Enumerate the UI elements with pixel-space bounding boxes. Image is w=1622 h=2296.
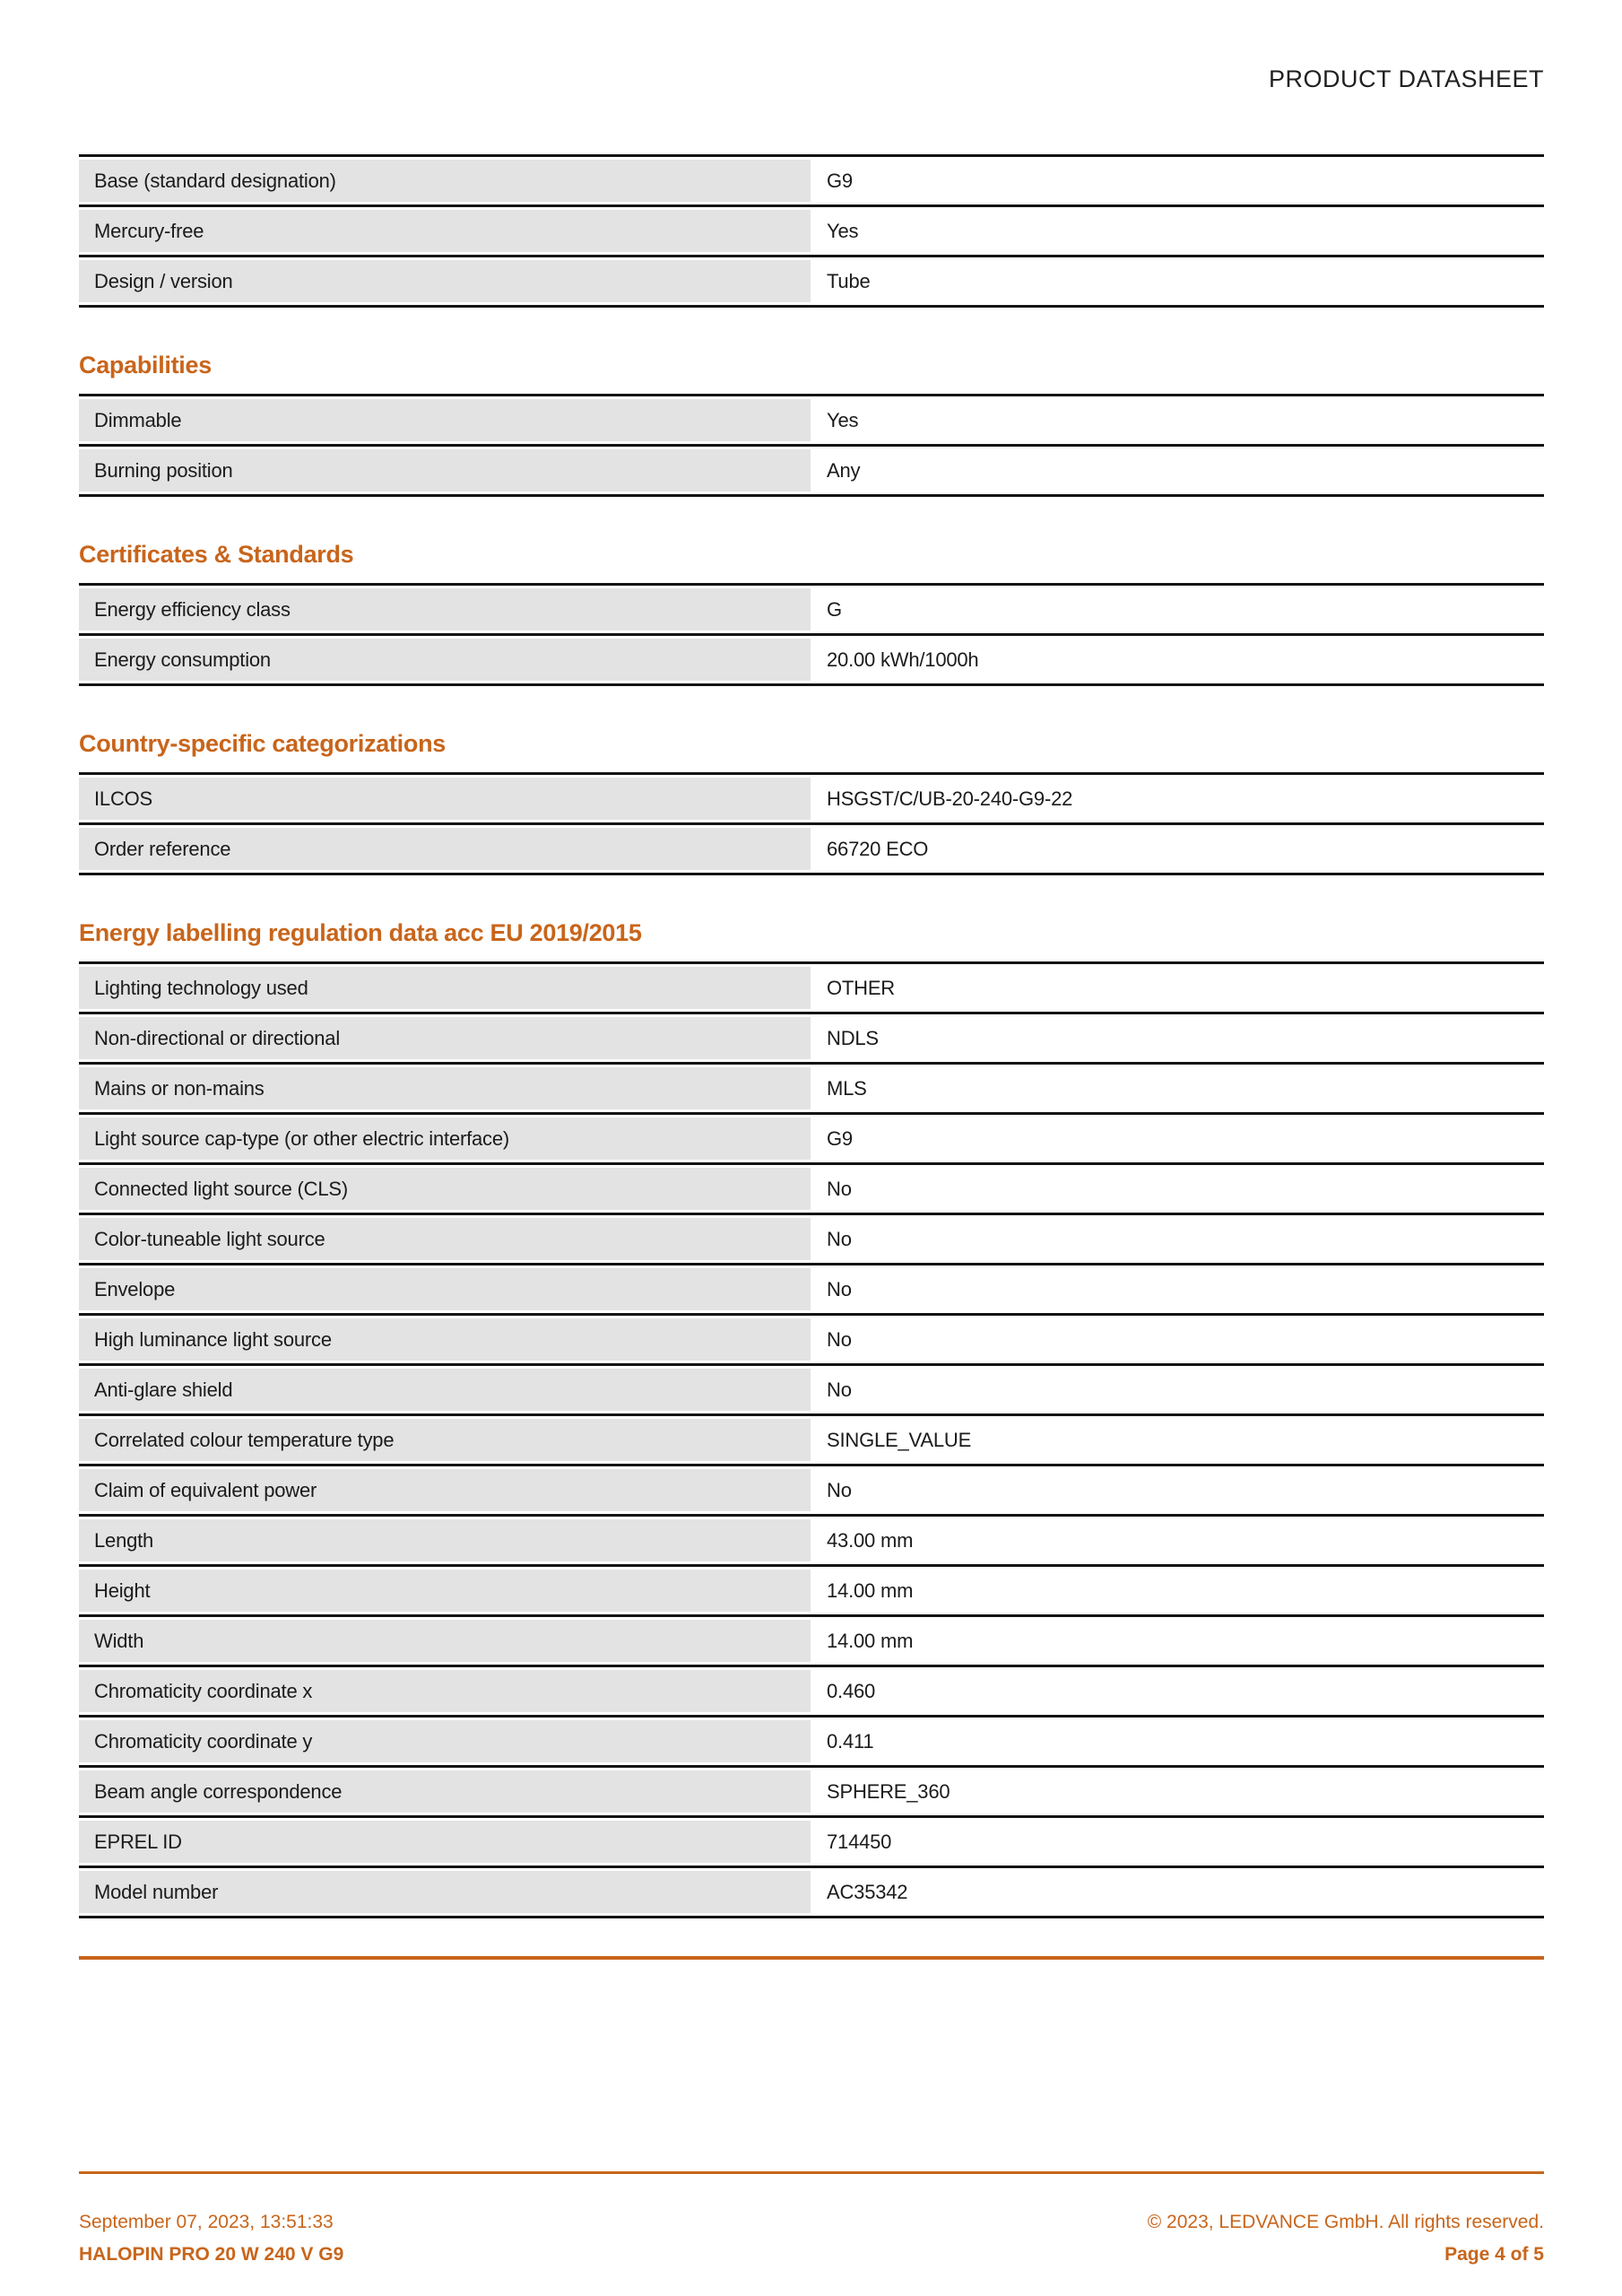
row-label: Mains or non-mains xyxy=(79,1067,811,1109)
table-row xyxy=(79,1466,1544,1517)
section-heading: Certificates & Standards xyxy=(79,541,354,568)
table-row xyxy=(79,1366,1544,1416)
row-value: SPHERE_360 xyxy=(827,1779,950,1803)
row-label: Beam angle correspondence xyxy=(79,1770,811,1813)
row-label: Dimmable xyxy=(79,399,811,441)
spec-table xyxy=(79,394,1544,497)
row-label: Chromaticity coordinate x xyxy=(79,1670,811,1712)
page-title: PRODUCT DATASHEET xyxy=(1268,65,1544,92)
row-value: MLS xyxy=(827,1076,867,1100)
table-row xyxy=(79,1115,1544,1165)
row-value: 0.411 xyxy=(827,1729,874,1752)
row-label: Base (standard designation) xyxy=(79,160,811,202)
row-label: ILCOS xyxy=(79,778,811,820)
footer-date: September 07, 2023, 13:51:33 xyxy=(79,2212,334,2232)
footer-row-top xyxy=(79,2210,1544,2235)
table-row xyxy=(79,1818,1544,1868)
row-value: 714450 xyxy=(827,1830,892,1853)
table-row xyxy=(79,1215,1544,1265)
table-end-divider xyxy=(79,1956,1544,1960)
page-footer xyxy=(79,2171,1544,2267)
row-label: Envelope xyxy=(79,1268,811,1310)
row-label: Non-directional or directional xyxy=(79,1017,811,1059)
spec-table xyxy=(79,961,1544,1918)
row-label: Mercury-free xyxy=(79,210,811,252)
row-value: 43.00 mm xyxy=(827,1528,914,1552)
table-row xyxy=(79,157,1544,207)
row-value: No xyxy=(827,1227,852,1250)
table-row xyxy=(79,775,1544,825)
table-row xyxy=(79,1768,1544,1818)
table-row xyxy=(79,636,1544,686)
table-row xyxy=(79,1014,1544,1065)
row-label: Anti-glare shield xyxy=(79,1369,811,1411)
row-value: Tube xyxy=(827,269,871,292)
footer-copyright: © 2023, LEDVANCE GmbH. All rights reserved. xyxy=(1147,2212,1544,2232)
datasheet-content xyxy=(79,154,1544,1918)
table-row xyxy=(79,825,1544,875)
row-value: No xyxy=(827,1327,852,1351)
row-label: Color-tuneable light source xyxy=(79,1218,811,1260)
row-value: 20.00 kWh/1000h xyxy=(827,648,979,671)
table-row xyxy=(79,1065,1544,1115)
row-value: 0.460 xyxy=(827,1679,876,1702)
row-label: Energy efficiency class xyxy=(79,588,811,631)
table-row xyxy=(79,1416,1544,1466)
row-label: Width xyxy=(79,1620,811,1662)
table-row xyxy=(79,447,1544,497)
row-label: Energy consumption xyxy=(79,639,811,681)
table-row xyxy=(79,257,1544,308)
spec-table xyxy=(79,154,1544,308)
table-row xyxy=(79,207,1544,257)
row-label: Design / version xyxy=(79,260,811,302)
table-row xyxy=(79,964,1544,1014)
row-label: High luminance light source xyxy=(79,1318,811,1361)
row-value: G9 xyxy=(827,1126,853,1150)
row-value: OTHER xyxy=(827,976,896,999)
footer-row-bottom xyxy=(79,2242,1544,2267)
table-row xyxy=(79,1667,1544,1718)
table-row xyxy=(79,396,1544,447)
row-label: Model number xyxy=(79,1871,811,1913)
row-value: 14.00 mm xyxy=(827,1629,914,1652)
footer-page-number: Page 4 of 5 xyxy=(1444,2244,1544,2265)
table-row xyxy=(79,1567,1544,1617)
row-value: 66720 ECO xyxy=(827,837,929,860)
row-label: Length xyxy=(79,1519,811,1561)
row-label: EPREL ID xyxy=(79,1821,811,1863)
row-value: No xyxy=(827,1378,852,1401)
row-label: Order reference xyxy=(79,828,811,870)
row-value: AC35342 xyxy=(827,1880,908,1903)
table-row xyxy=(79,1617,1544,1667)
table-row xyxy=(79,1265,1544,1316)
table-row xyxy=(79,586,1544,636)
spec-table xyxy=(79,772,1544,875)
row-label: Claim of equivalent power xyxy=(79,1469,811,1511)
row-label: Lighting technology used xyxy=(79,967,811,1009)
row-value: Yes xyxy=(827,219,859,242)
row-label: Connected light source (CLS) xyxy=(79,1168,811,1210)
row-label: Height xyxy=(79,1570,811,1612)
spec-table xyxy=(79,583,1544,686)
row-label: Chromaticity coordinate y xyxy=(79,1720,811,1762)
row-value: G9 xyxy=(827,169,853,192)
row-value: No xyxy=(827,1277,852,1300)
table-row xyxy=(79,1868,1544,1918)
table-row xyxy=(79,1316,1544,1366)
section-heading: Energy labelling regulation data acc EU 2019/2015 xyxy=(79,919,642,946)
row-label: Light source cap-type (or other electric interface) xyxy=(79,1118,811,1160)
table-row xyxy=(79,1718,1544,1768)
row-value: NDLS xyxy=(827,1026,879,1049)
footer-divider xyxy=(79,2171,1544,2174)
section-heading: Capabilities xyxy=(79,352,212,378)
row-value: Yes xyxy=(827,408,859,431)
row-value: No xyxy=(827,1177,852,1200)
row-value: No xyxy=(827,1478,852,1501)
table-row xyxy=(79,1165,1544,1215)
section-heading: Country-specific categorizations xyxy=(79,730,446,757)
table-row xyxy=(79,1517,1544,1567)
row-label: Burning position xyxy=(79,449,811,491)
row-value: SINGLE_VALUE xyxy=(827,1428,972,1451)
row-value: HSGST/C/UB-20-240-G9-22 xyxy=(827,787,1073,810)
row-value: Any xyxy=(827,458,861,482)
row-value: G xyxy=(827,597,842,621)
row-value: 14.00 mm xyxy=(827,1578,914,1602)
row-label: Correlated colour temperature type xyxy=(79,1419,811,1461)
footer-product-name: HALOPIN PRO 20 W 240 V G9 xyxy=(79,2244,344,2265)
